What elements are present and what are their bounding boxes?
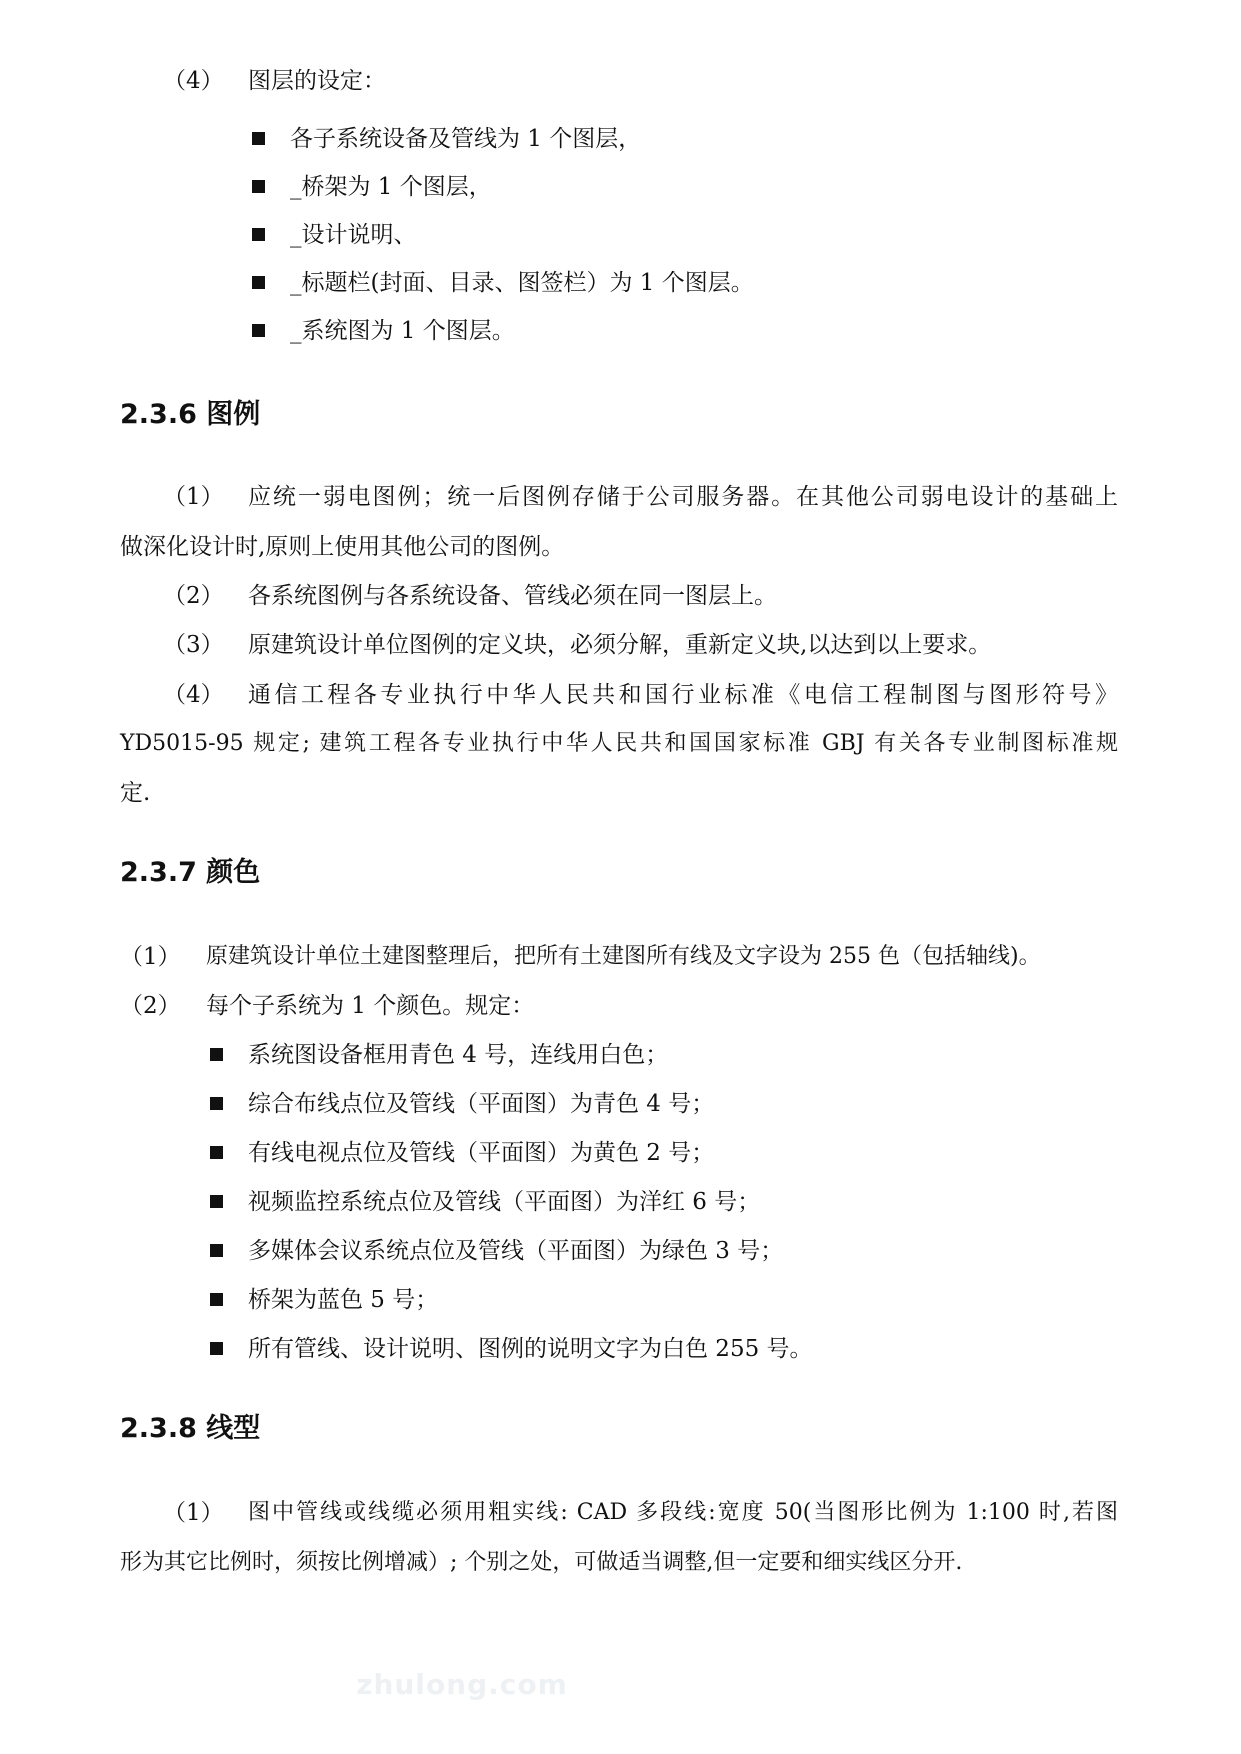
bullet-square-icon [210, 1244, 223, 1257]
bullet-square-icon [252, 180, 265, 193]
legend-p3-number: （3） [163, 632, 224, 658]
legend-p4-line3: 定. [120, 780, 151, 806]
legend-p3: 原建筑设计单位图例的定义块，必须分解，重新定义块,以达到以上要求。 [248, 632, 992, 658]
color-item: 所有管线、设计说明、图例的说明文字为白色 255 号。 [248, 1336, 813, 1362]
color-p2: 每个子系统为 1 个颜色。规定： [206, 993, 535, 1019]
bullet-square-icon [252, 324, 265, 337]
layers-item: _设计说明、 [290, 222, 417, 248]
legend-p1-line2: 做深化设计时,原则上使用其他公司的图例。 [120, 534, 565, 560]
legend-p2: 各系统图例与各系统设备、管线必须在同一图层上。 [248, 583, 777, 609]
color-item: 多媒体会议系统点位及管线（平面图）为绿色 3 号； [248, 1238, 784, 1264]
color-item: 桥架为蓝色 5 号； [248, 1287, 439, 1313]
bullet-square-icon [210, 1146, 223, 1159]
legend-p4-line1: 通信工程各专业执行中华人民共和国行业标准《电信工程制图与图形符号》 [248, 682, 1118, 708]
section-heading-linetype: 2.3.8 线型 [120, 1413, 261, 1444]
bullet-square-icon [252, 276, 265, 289]
bullet-square-icon [210, 1048, 223, 1061]
legend-p1-line1: 应统一弱电图例；统一后图例存储于公司服务器。在其他公司弱电设计的基础上 [248, 484, 1118, 510]
legend-p4-number: （4） [163, 682, 224, 708]
layers-number: （4） [163, 68, 224, 94]
layers-item: 各子系统设备及管线为 1 个图层， [290, 126, 642, 152]
bullet-square-icon [210, 1293, 223, 1306]
watermark-text: zhulong.com [356, 1668, 568, 1701]
layers-item: _标题栏(封面、目录、图签栏）为 1 个图层。 [290, 270, 754, 296]
section-heading-legend: 2.3.6 图例 [120, 399, 261, 430]
layers-item: _系统图为 1 个图层。 [290, 318, 515, 344]
linetype-p1-line1: 图中管线或线缆必须用粗实线: CAD 多段线:宽度 50(当图形比例为 1:100 时,若图 [248, 1500, 1118, 1525]
linetype-p1-line2: 形为其它比例时，须按比例增减）; 个别之处，可做适当调整,但一定要和细实线区分开. [120, 1550, 963, 1575]
bullet-square-icon [210, 1097, 223, 1110]
legend-p4-line2: YD5015-95 规定; 建筑工程各专业执行中华人民共和国国家标准 GBJ 有关各专业制图标准规 [120, 731, 1118, 756]
color-p1-number: （1） [120, 944, 181, 970]
color-p1: 原建筑设计单位土建图整理后，把所有土建图所有线及文字设为 255 色（包括轴线)。 [206, 944, 1041, 969]
section-heading-color: 2.3.7 颜色 [120, 857, 261, 888]
bullet-square-icon [210, 1195, 223, 1208]
layers-title: 图层的设定： [248, 68, 386, 94]
linetype-p1-number: （1） [163, 1500, 224, 1526]
color-item: 系统图设备框用青色 4 号，连线用白色； [248, 1042, 669, 1068]
color-p2-number: （2） [120, 993, 181, 1019]
color-item: 有线电视点位及管线（平面图）为黄色 2 号； [248, 1140, 715, 1166]
color-item: 视频监控系统点位及管线（平面图）为洋红 6 号； [248, 1189, 761, 1215]
layers-item: _桥架为 1 个图层， [290, 174, 492, 200]
legend-p2-number: （2） [163, 583, 224, 609]
bullet-square-icon [252, 132, 265, 145]
bullet-square-icon [210, 1342, 223, 1355]
color-item: 综合布线点位及管线（平面图）为青色 4 号； [248, 1091, 715, 1117]
legend-p1-number: （1） [163, 484, 224, 510]
bullet-square-icon [252, 228, 265, 241]
